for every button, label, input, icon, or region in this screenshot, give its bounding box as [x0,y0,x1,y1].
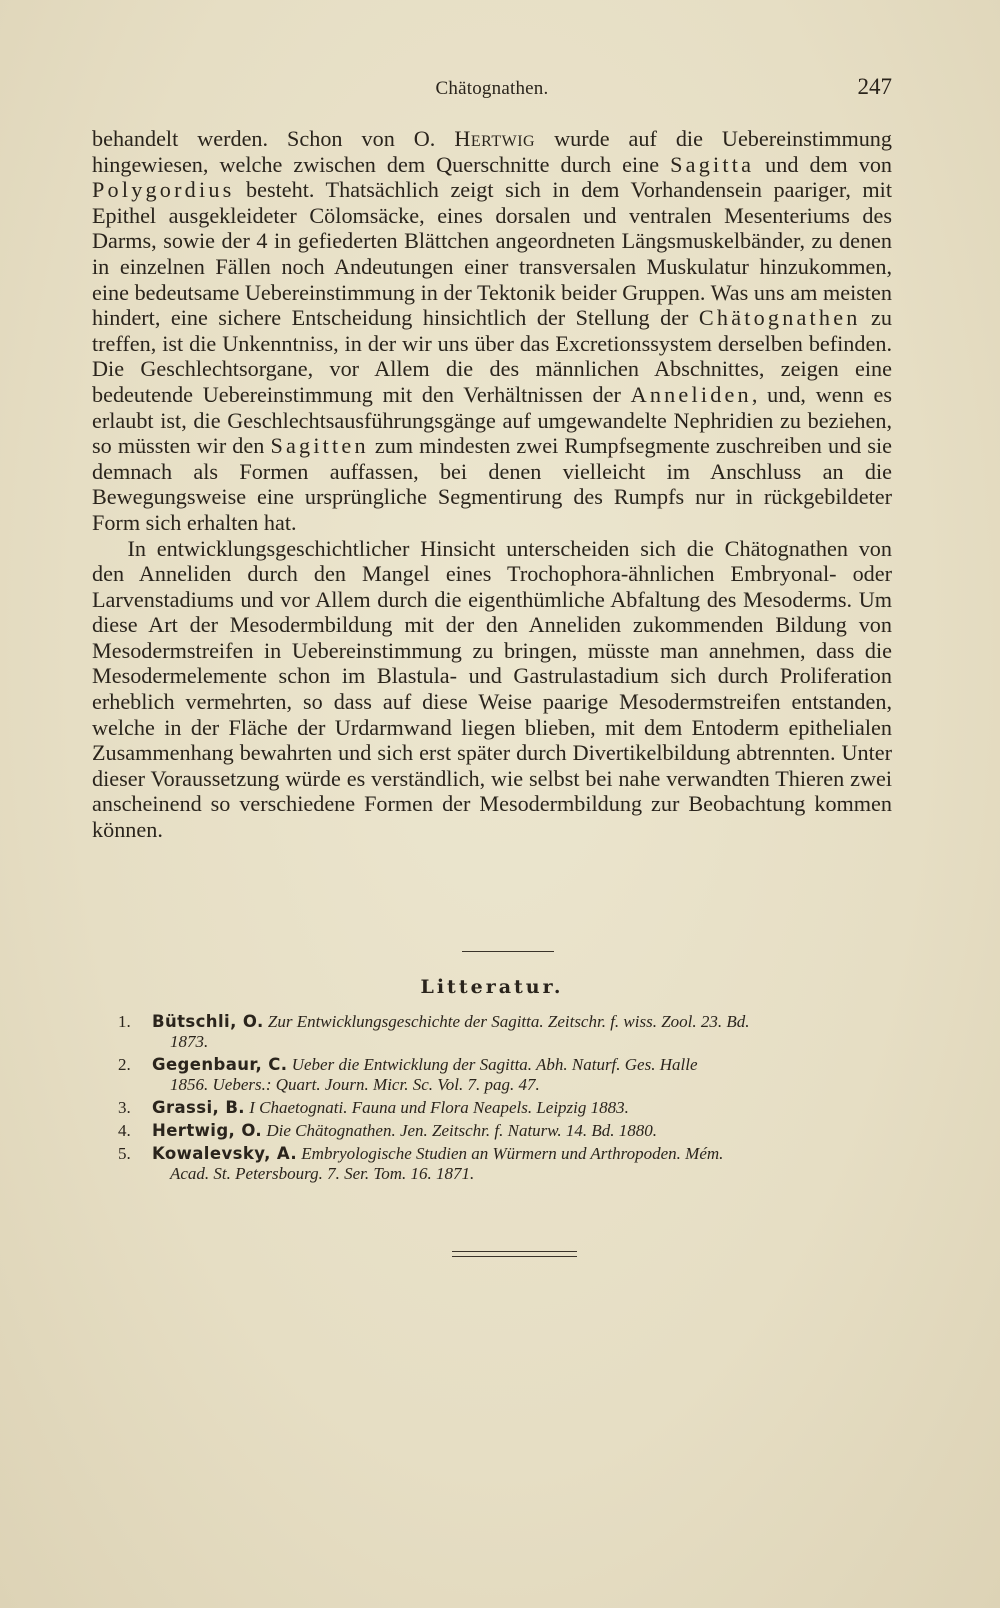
reference-author: Bütschli, O. [152,1012,264,1031]
reference-title: Ueber die Entwicklung der Sagitta. Abh. Naturf. Ges. Halle [291,1055,698,1074]
reference-author: Gegenbaur, C. [152,1055,288,1074]
rule-line [452,1256,577,1257]
text-run: und dem von [754,151,893,177]
text-run: wurde auf die Uebereinstimmung hingewiesen, welche zwischen dem Querschnitte durch eine [92,126,892,177]
reference-continuation: 1873. [170,1032,209,1051]
reference-continuation: Acad. St. Petersbourg. 7. Ser. Tom. 16. 1871. [170,1164,475,1183]
text-run: zum mindesten zwei Rumpfsegmente zuschreiben und sie demnach als Formen auffassen, bei denen vielleicht im Anschluss an die Bewegungsweise eine ursprüngliche Segmentirung des Rumpfs nur in rückgebildeter Form sich erhalten hat. [92,433,892,535]
spaced-term: Sagitten [270,433,369,459]
reference-item [118,1098,918,1118]
end-ornament-rule [452,1251,577,1261]
section-divider [462,951,554,952]
rule-line [452,1251,577,1252]
reference-item [118,1055,918,1095]
running-head [92,74,892,108]
reference-title: Zur Entwicklungsgeschichte der Sagitta. Zeitschr. f. wiss. Zool. 23. Bd. [267,1012,750,1031]
reference-title: I Chaetognati. Fauna und Flora Neapels. Leipzig 1883. [249,1098,629,1117]
text-run: , und, wenn es erlaubt ist, die Geschlechtsausführungsgänge auf umgewandelte Nephridien zu beziehen, so müssten wir den [92,381,892,459]
spaced-term: Polygordius [92,177,235,203]
reference-number: 3. [118,1098,131,1117]
reference-number: 2. [118,1055,131,1074]
reference-list [118,1012,918,1187]
reference-continuation: 1856. Uebers.: Quart. Journ. Micr. Sc. Vol. 7. pag. 47. [170,1075,540,1094]
text-run: besteht. Thatsächlich zeigt sich in dem Vorhandensein paariger, mit Epithel ausgekleideter Cölomsäcke, eines dorsalen und ventralen Mesenteriums des Darms, sowie der 4 in gefiederten Blättchen angeordneten Längsmuskelbänder, zu denen in einzelnen Fällen noch Andeutungen einer transversalen Muskulatur hinzukommen, eine bedeutsame Uebereinstimmung in der Tektonik beider Gruppen. Was uns am meisten hindert, eine sichere Entscheidung hinsichtlich der Stellung der [92,177,892,331]
body-text [92,126,892,843]
reference-author: Kowalevsky, A. [152,1144,298,1163]
reference-item [118,1144,918,1184]
reference-number: 4. [118,1121,131,1140]
reference-item [118,1121,918,1141]
literature-heading: Litteratur. [420,976,564,998]
reference-number: 1. [118,1012,131,1031]
reference-title: Embryologische Studien an Würmern und Arthropoden. Mém. [301,1144,724,1163]
reference-number: 5. [118,1144,131,1163]
paragraph-1 [92,126,892,536]
spaced-term: Sagitta [670,151,755,177]
author-name: Hertwig [454,126,536,151]
text-run: behandelt werden. Schon von O. [92,126,455,151]
spaced-term: Chätognathen [698,305,861,331]
reference-author: Hertwig, O. [152,1121,263,1140]
reference-item [118,1012,918,1052]
reference-title: Die Chätognathen. Jen. Zeitschr. f. Naturw. 14. Bd. 1880. [266,1121,658,1140]
paragraph-2: In entwicklungsgeschichtlicher Hinsicht unterscheiden sich die Chätognathen von den Anneliden durch den Mangel eines Trochophora-ähnlichen Embryonal- oder Larvenstadiums und vor Allem durch die eigenthümliche Abfaltung des Mesoderms. Um diese Art der Mesodermbildung mit der den Anneliden zukommenden Bildung von Mesodermstreifen in Uebereinstimmung zu bringen, müsste man annehmen, dass die Mesodermelemente schon im Blastula- und Gastrulastadium sich durch Proliferation erheblich vermehrten, so dass auf diese Weise paarige Mesodermstreifen entstanden, welche in der Fläche der Urdarmwand liegen blieben, mit dem Entoderm epithelialen Zusammenhang bewahrten und sich erst später durch Divertikelbildung abtrennten. Unter dieser Voraussetzung würde es verständlich, wie selbst bei nahe verwandten Thieren zwei anscheinend so verschiedene Formen der Mesodermbildung zur Beobachtung kommen können. [92,535,892,843]
reference-author: Grassi, B. [152,1098,245,1117]
page-number: 247 [857,74,892,99]
running-title: Chätognathen. [435,78,549,99]
spaced-term: Anneliden [630,381,752,407]
text-run: zu treffen, ist die Unkenntniss, in der wir uns über das Excretionssystem derselben befinden. Die Geschlechtsorgane, vor Allem die des männlichen Abschnittes, zeigen eine bedeutende Uebereinstimmung mit den Verhältnissen der [92,305,892,407]
